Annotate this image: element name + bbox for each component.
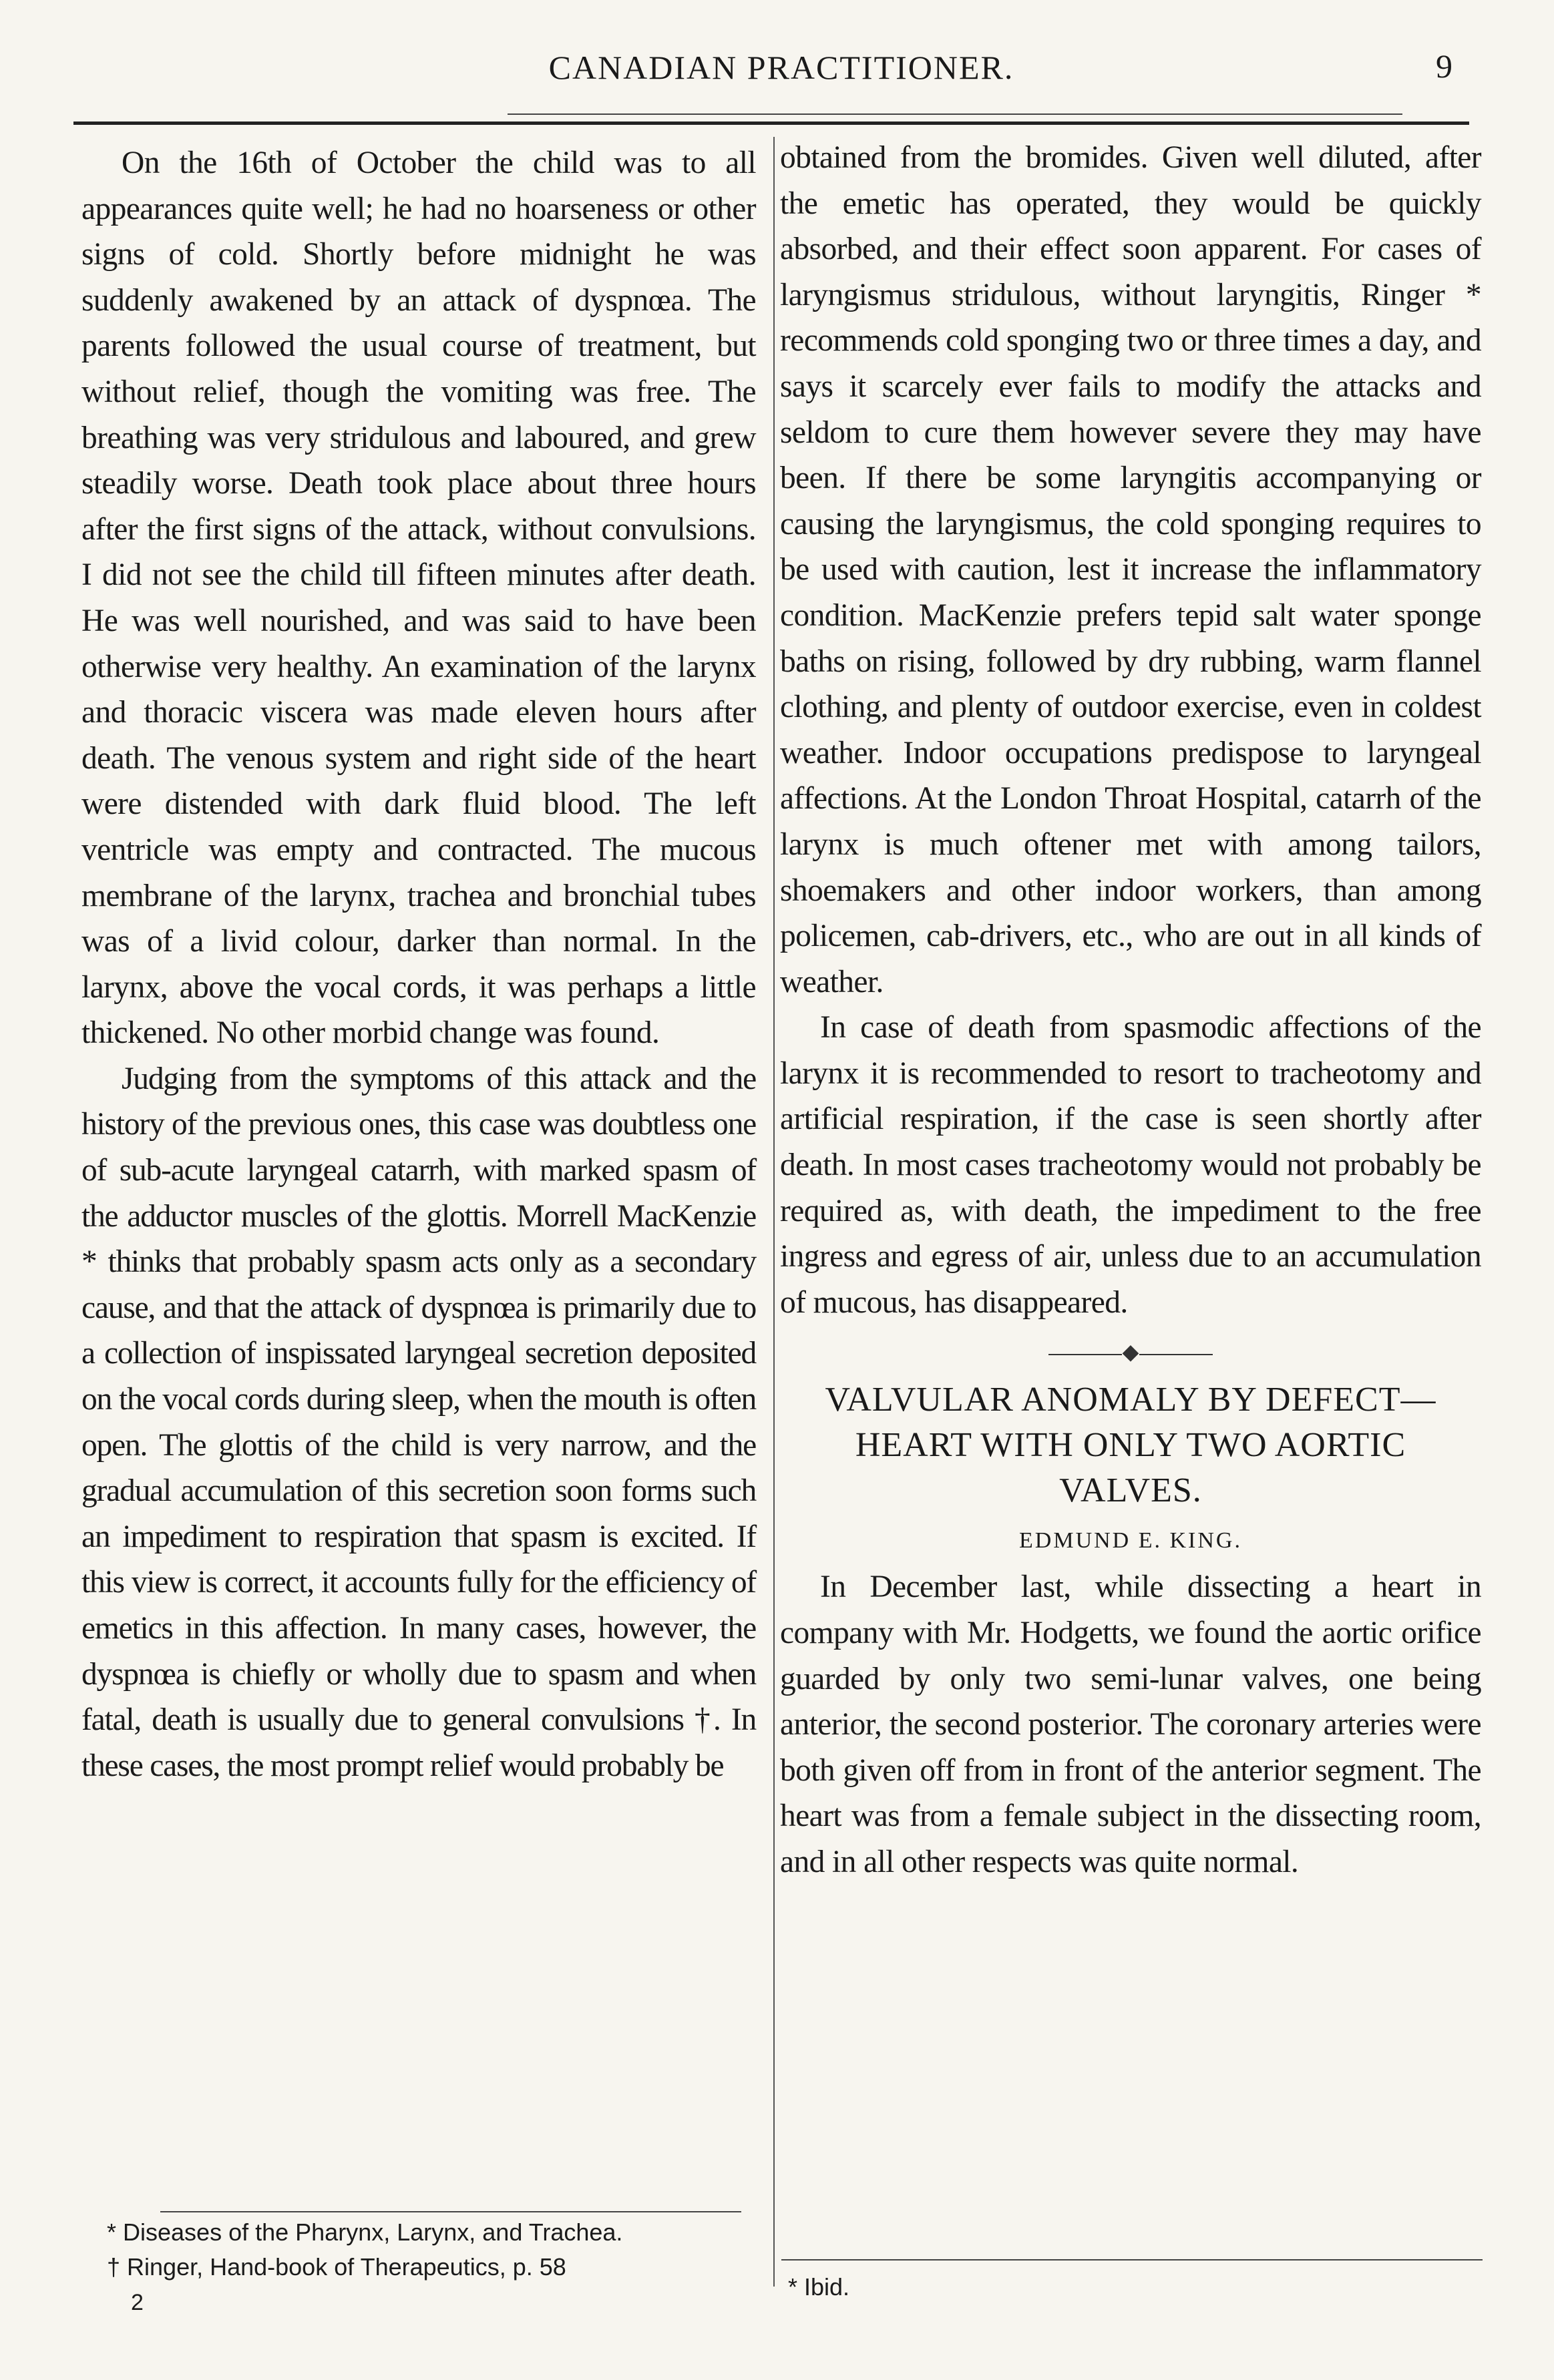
ornament-glyph: ⬥ [1122, 1339, 1139, 1366]
right-footnote-rule [781, 2259, 1483, 2260]
header-rule [73, 122, 1469, 125]
left-column [81, 140, 756, 1789]
right-paragraph-1: obtained from the bromides. Given well diluted, after the emetic has operated, they would be quickly absorbed, and their effect soon apparent. For cases of laryngismus stridulous, without laryngitis, Ringer * recommends cold sponging two or three times a day, and says it scarcely ever fails to modify the attacks and seldom to cure them however severe they may have been. If there be some laryngitis accompanying or causing the laryngismus, the cold sponging requires to be used with caution, lest it increase the inflammatory condition. MacKenzie prefers tepid salt water sponge baths on rising, followed by dry rubbing, warm flannel clothing, and plenty of outdoor exercise, even in coldest weather. Indoor occupations predispose to laryngeal affections. At the London Throat Hospital, catarrh of the larynx is much oftener met with among tailors, shoemakers and other indoor workers, than among policemen, cab-drivers, etc., who are out in all kinds of weather. [780, 140, 1481, 999]
left-footnotes [107, 2215, 748, 2285]
header-thin-rule [508, 113, 1402, 115]
article-title: VALVULAR ANOMALY BY DEFECT— HEART WITH ONLY TWO AORTIC VALVES. [825, 1381, 1436, 1510]
footnote-ibid: * Ibid. [788, 2273, 850, 2301]
section-ornament [780, 1332, 1481, 1372]
right-paragraph-2: In case of death from spasmodic affections of the larynx it is recommended to resort to tracheotomy and artificial respiration, if the case is seen shortly after death. In most cases tracheotomy would not probably be required as, with death, the impediment to the free ingress and egress of air, unless due to an accumulation of mucous, has disappeared. [780, 1010, 1481, 1320]
signature-mark: 2 [131, 2290, 144, 2315]
article-paragraph-1: In December last, while dissecting a heart in company with Mr. Hodgetts, we found the aortic orifice guarded by only two semi-lunar valves, one being anterior, the second posterior. The coronary arteries were both given off from in front of the anterior segment. The heart was from a female subject in the dissecting room, and in all other respects was quite normal. [780, 1570, 1481, 1879]
column-divider [773, 137, 775, 2287]
left-paragraph-2: Judging from the symptoms of this attack and the history of the previous ones, this case was doubtless one of sub-acute laryngeal catarrh, with marked spasm of the adductor muscles of the glottis. Morrell MacKenzie * thinks that probably spasm acts only as a secondary cause, and that the attack of dyspnœa is primarily due to a collection of inspissated laryngeal secretion deposited on the vocal cords during sleep, when the mouth is often open. The glottis of the child is very narrow, and the gradual accumulation of this secretion soon forms such an impediment to respiration that spasm is excited. If this view is correct, it accounts fully for the efficiency of emetics in this affection. In many cases, however, the dyspnœa is chiefly or wholly due to spasm and when fatal, death is usually due to general convulsions †. In these cases, the most prompt relief would probably be [81, 1061, 756, 1783]
page-number: 9 [1436, 47, 1452, 85]
footnote-ringer: † Ringer, Hand-book of Therapeutics, p. 58 [107, 2253, 566, 2281]
footnote-pharynx: * Diseases of the Pharynx, Larynx, and Trachea. [107, 2218, 623, 2246]
right-column [780, 135, 1481, 1885]
article-author: EDMUND E. KING. [1019, 1528, 1242, 1554]
left-footnote-rule [160, 2211, 741, 2212]
left-paragraph-1: On the 16th of October the child was to all appearances quite well; he had no hoarseness or other signs of cold. Shortly before midnight he was suddenly awakened by an attack of dyspnœa. The parents followed the usual course of treatment, but without relief, though the vomiting was free. The breathing was very stridulous and laboured, and grew steadily worse. Death took place about three hours after the first signs of the attack, without convulsions. I did not see the child till fifteen minutes after death. He was well nourished, and was said to have been otherwise very healthy. An examination of the larynx and thoracic viscera was made eleven hours after death. The venous system and right side of the heart were distended with dark fluid blood. The left ventricle was empty and contracted. The mucous membrane of the larynx, trachea and bronchial tubes was of a livid colour, darker than normal. In the larynx, above the vocal cords, it was perhaps a little thickened. No other morbid change was found. [81, 146, 756, 1051]
running-title: CANADIAN PRACTITIONER. [548, 49, 1014, 86]
right-footnotes [788, 2270, 1389, 2305]
